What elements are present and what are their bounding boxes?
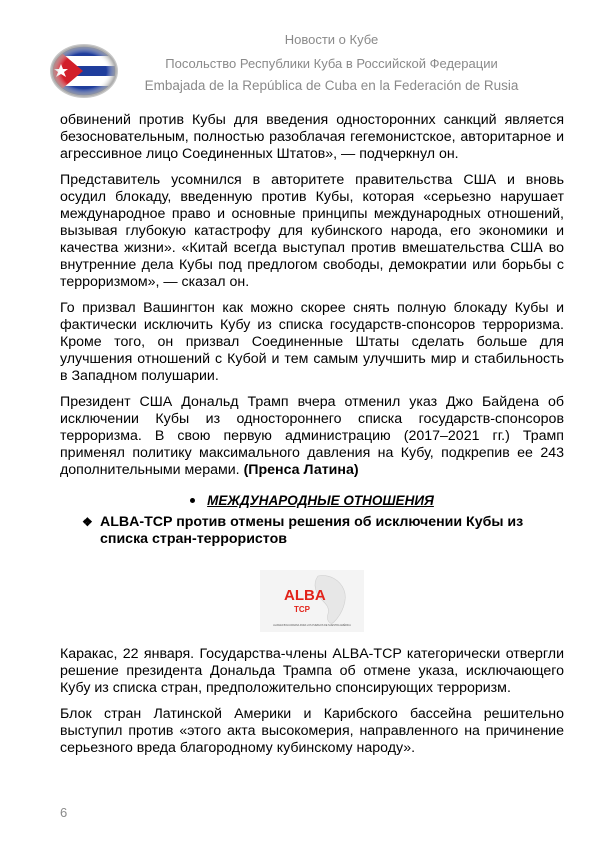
section-title: МЕЖДУНАРОДНЫЕ ОТНОШЕНИЯ (207, 493, 434, 508)
alba-tcp-logo-icon (260, 570, 364, 632)
cuban-flag-emblem-icon (49, 38, 119, 104)
article-body (60, 112, 564, 766)
source-label: (Пренса Латина) (243, 462, 359, 478)
paragraph: Блок стран Латинской Америки и Карибского бассейна решительно выступил против «этого акта высокомерия, направленного на причинение серьезного вреда благородному кубинскому народу». (60, 706, 564, 756)
logo-container (60, 570, 564, 632)
header-embassy-ru: Посольство Республики Куба в Российской Федерации (165, 56, 498, 71)
header-embassy-es: Embajada de la República de Cuba en la Federación de Rusia (144, 78, 519, 93)
paragraph-with-source (60, 394, 564, 479)
logo-caption: ALIANZA BOLIVARIANA PARA LOS PUEBLOS DE NUESTRA AMÉRICA (273, 624, 351, 627)
bullet-icon (190, 498, 195, 503)
page-number: 6 (60, 805, 68, 820)
header-title: Новости о Кубе (284, 32, 379, 47)
article-subheading (60, 514, 564, 548)
section-heading (60, 493, 564, 508)
subheading-text: ALBA-TCP против отмены решения об исключении Кубы из списка стран-террористов (100, 514, 524, 547)
logo-tcp: TCP (294, 605, 310, 614)
logo-brand: ALBA (284, 587, 326, 604)
paragraph: Го призвал Вашингтон как можно скорее снять полную блокаду Кубы и фактически исключить Кубу из списка государств-спонсоров терроризма. Кроме того, он призвал Соединенные Штаты сделать больше для улучшения отношений с Кубой и тем самым улучшить мир и стабильность в Западном полушарии. (60, 300, 564, 384)
paragraph: обвинений против Кубы для введения односторонних санкций является безосновательным, полностью разоблачая гегемонистское, авторитарное и агрессивное лицо Соединенных Штатов», — подчеркнул он. (60, 112, 564, 162)
diamond-bullet-icon: ❖ (82, 515, 93, 529)
page-header (0, 0, 607, 110)
paragraph: Каракас, 22 января. Государства-члены ALBA-TCP категорически отвергли решение президента Дональда Трампа об отмене указа, исключающего Кубу из списка стран, предположительно спонсирующих терроризм. (60, 646, 564, 696)
paragraph-text: Президент США Дональд Трамп вчера отменил указ Джо Байдена об исключении Кубы из одностороннего списка государств-спонсоров терроризма. В свою первую администрацию (2017–2021 гг.) Трамп применял политику максимального давления на Кубу, подкрепив ее 243 дополнительными мерами. (60, 394, 564, 478)
paragraph: Представитель усомнился в авторитете правительства США и вновь осудил блокаду, введенную против Кубы, которая «серьезно нарушает международное право и основные принципы международных отношений, вызывая глубокую катастрофу для кубинского народа, его экономики и качества жизни». «Китай всегда выступал против вмешательства США во внутренние дела Кубы под предлогом свободы, демократии или борьбы с терроризмом», — сказал он. (60, 172, 564, 290)
